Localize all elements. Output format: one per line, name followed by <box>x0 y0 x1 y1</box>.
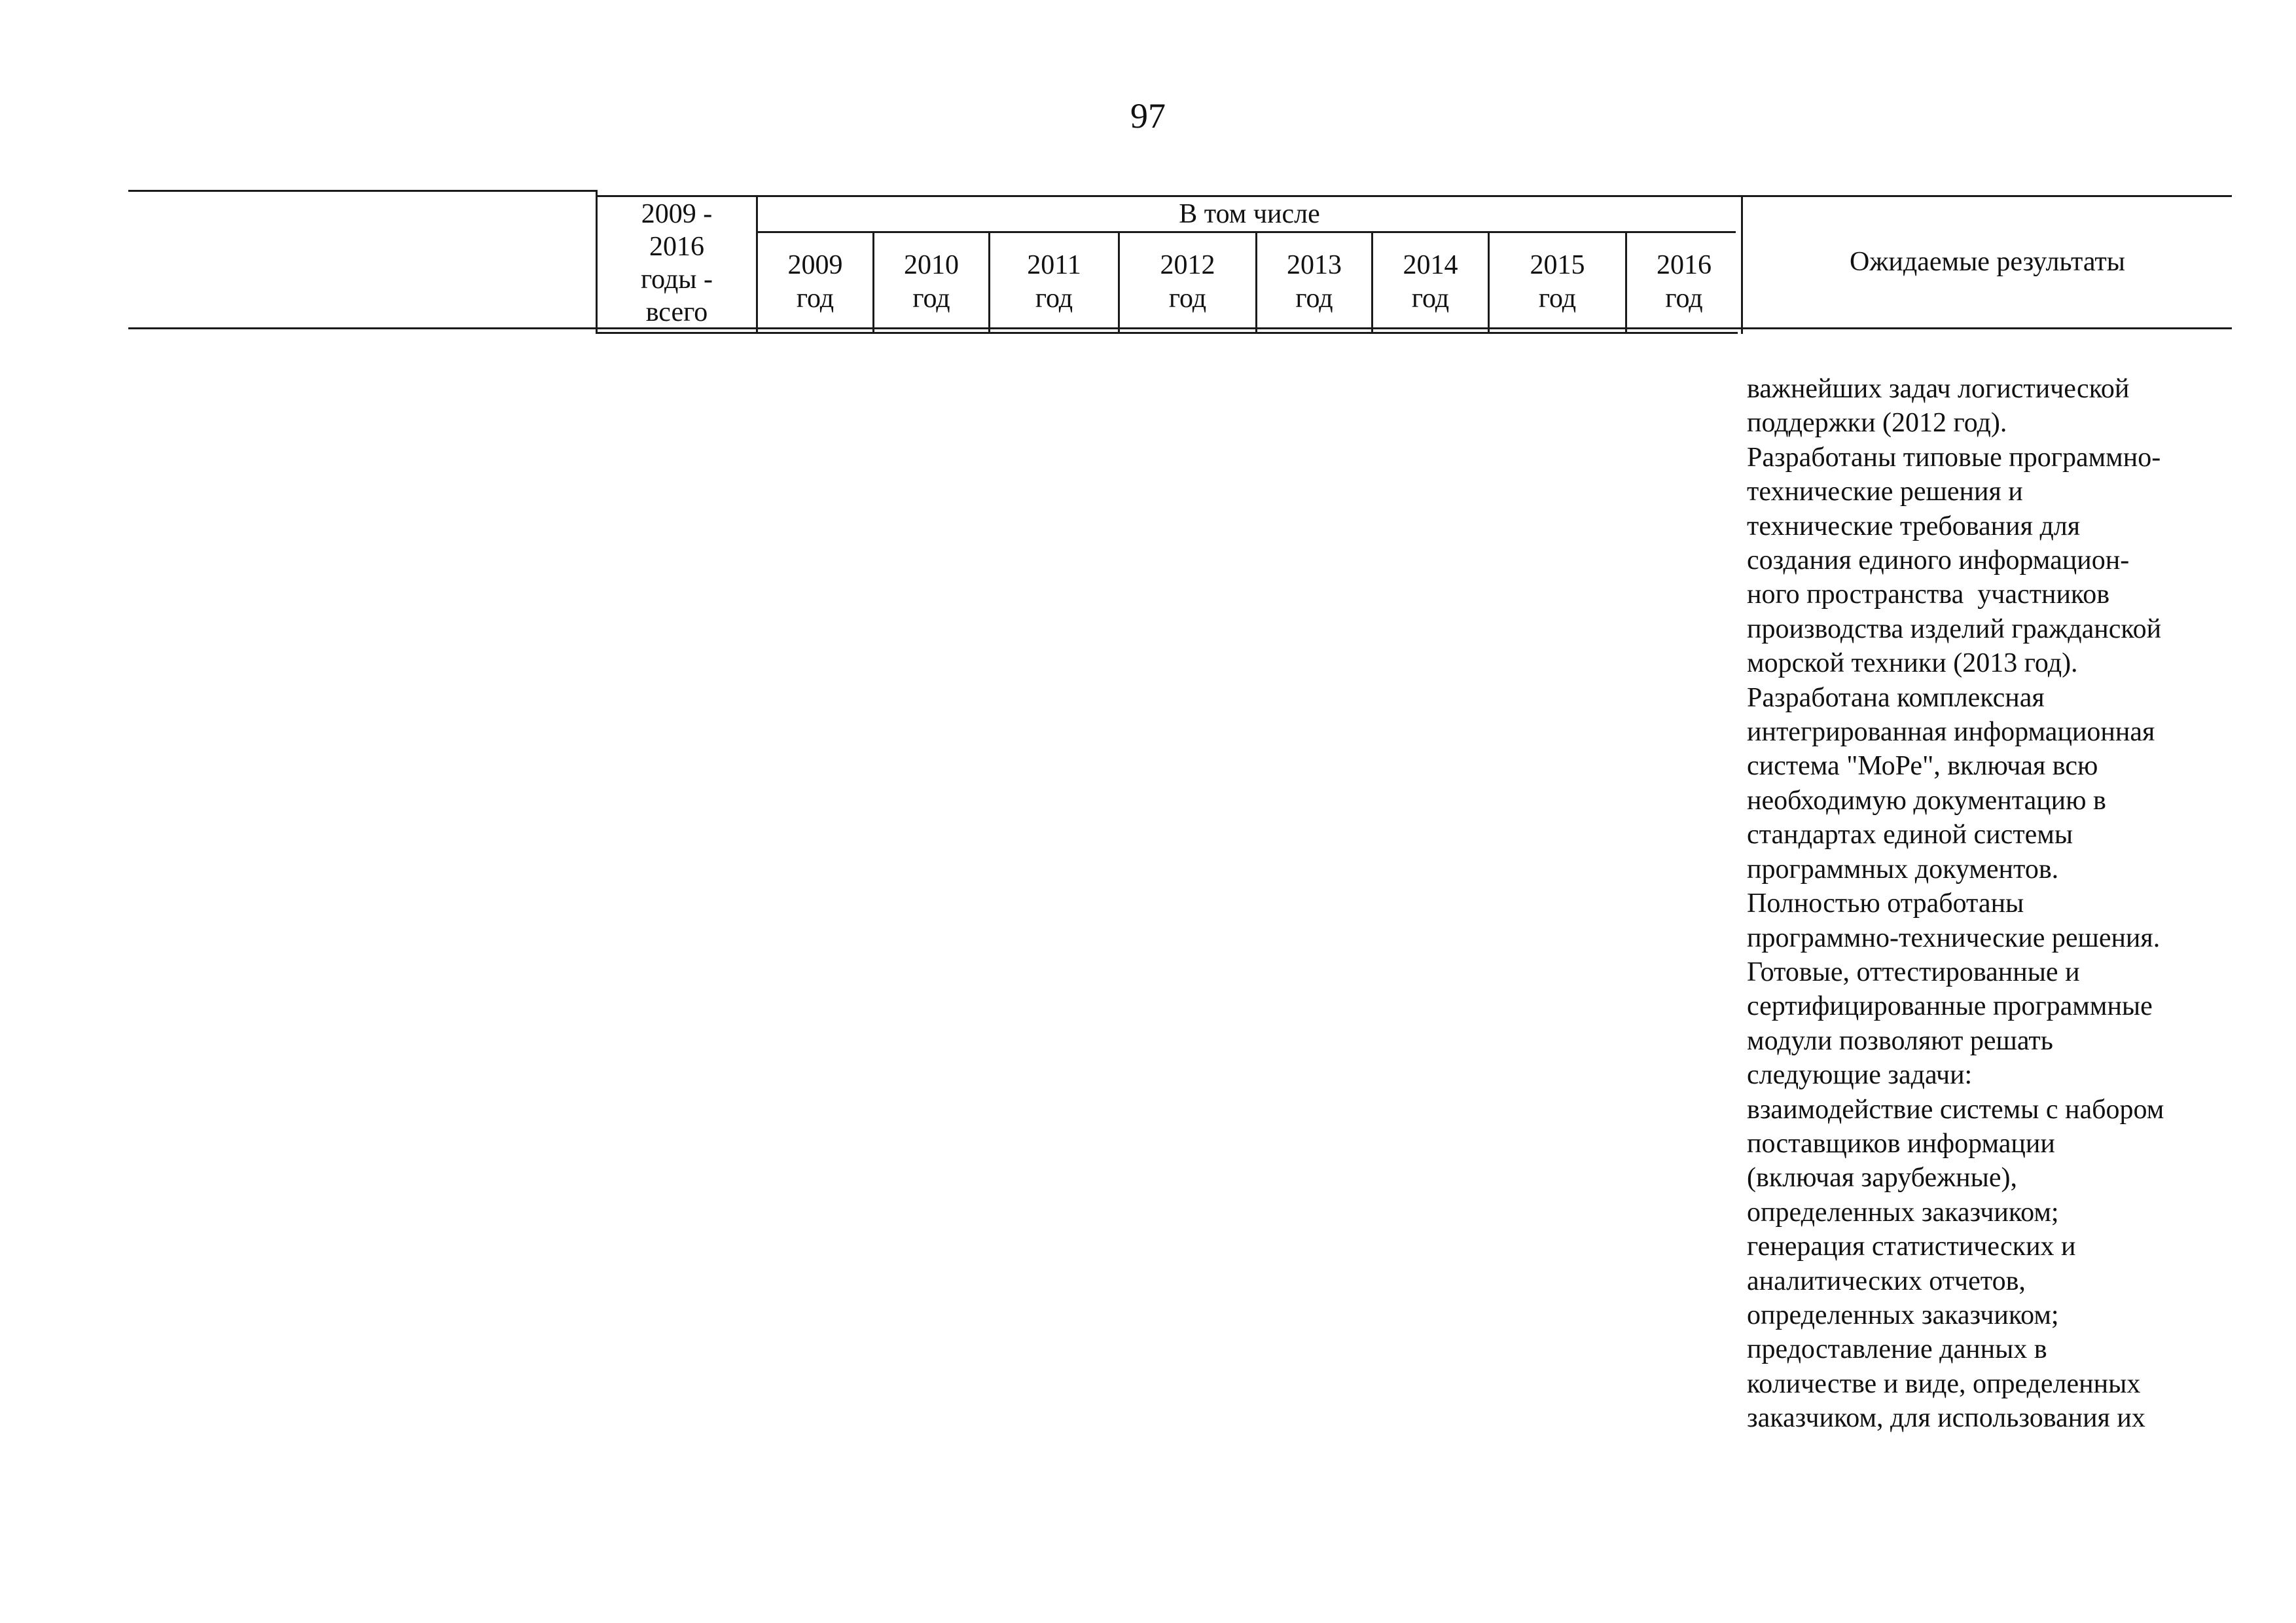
results-line: Готовые, оттестированные и <box>1747 957 2080 987</box>
results-line: модули позволяют решать <box>1747 1025 2053 1056</box>
results-line: программно-технические решения. <box>1747 922 2161 953</box>
results-line: Разработана комплексная <box>1747 682 2045 713</box>
header-total-line-4: всего <box>645 297 708 327</box>
year-label: 2011 <box>1027 250 1081 280</box>
year-unit: год <box>1538 283 1577 314</box>
header-expected-results: Ожидаемые результаты <box>1850 247 2125 277</box>
year-label: 2016 <box>1657 250 1712 280</box>
results-line: поддержки (2012 год). <box>1747 408 2007 439</box>
header-year-2014 <box>1373 233 1488 331</box>
results-line: Полностью отработаны <box>1747 888 2024 919</box>
table-top-rule-left <box>128 190 596 192</box>
page-number: 97 <box>1130 96 1166 136</box>
results-line: определенных заказчиком; <box>1747 1300 2059 1330</box>
results-line: поставщиков информации <box>1747 1128 2055 1159</box>
header-year-2015 <box>1490 233 1625 331</box>
results-line: необходимую документацию в <box>1747 785 2106 816</box>
results-line: сертифицированные программные <box>1747 991 2153 1022</box>
header-year-2010 <box>874 233 988 331</box>
results-line: определенных заказчиком; <box>1747 1197 2059 1228</box>
results-line: предоставление данных в <box>1747 1334 2047 1365</box>
results-line: взаимодействие системы с набором <box>1747 1094 2164 1125</box>
results-line: программных документов. <box>1747 854 2059 884</box>
year-label: 2012 <box>1160 250 1215 280</box>
results-line: следующие задачи: <box>1747 1060 1973 1091</box>
header-total-column <box>598 194 756 333</box>
year-label: 2009 <box>787 250 843 280</box>
table-bottom-rule-mid <box>596 332 1738 334</box>
results-line: стандартах единой системы <box>1747 820 2073 850</box>
header-year-2012 <box>1120 233 1255 331</box>
year-label: 2015 <box>1530 250 1585 280</box>
header-year-2013 <box>1257 233 1371 331</box>
year-unit: год <box>1411 283 1450 314</box>
header-group-label: В том числе <box>1179 198 1320 229</box>
results-line: ного пространства участников <box>1747 579 2110 610</box>
year-unit: год <box>912 283 950 314</box>
results-line: (включая зарубежные), <box>1747 1163 2017 1194</box>
results-line: количестве и виде, определенных <box>1747 1368 2141 1399</box>
year-label: 2014 <box>1403 250 1458 280</box>
results-line: технические требования для <box>1747 511 2081 541</box>
results-line: аналитических отчетов, <box>1747 1266 2026 1296</box>
results-line: генерация статистических и <box>1747 1231 2076 1262</box>
results-line: важнейших задач логистической <box>1747 374 2130 404</box>
year-label: 2010 <box>904 250 959 280</box>
year-unit: год <box>1665 283 1703 314</box>
header-total-line-2: 2016 <box>649 232 704 262</box>
header-year-2016 <box>1627 233 1741 331</box>
header-total-line-3: годы - <box>640 264 713 295</box>
results-line: создания единого информацион- <box>1747 545 2130 576</box>
results-line: Разработаны типовые программно- <box>1747 442 2161 473</box>
results-line: заказчиком, для использования их <box>1747 1403 2145 1434</box>
results-line: производства изделий гражданской <box>1747 613 2162 644</box>
header-year-2011 <box>990 233 1118 331</box>
year-unit: год <box>1168 283 1207 314</box>
results-line: технические решения и <box>1747 477 2023 507</box>
expected-results-text <box>1747 372 2231 1436</box>
year-unit: год <box>1035 283 1073 314</box>
year-unit: год <box>1295 283 1333 314</box>
header-year-2009 <box>758 233 872 331</box>
header-total-line-1: 2009 - <box>641 199 713 229</box>
results-line: интегрированная информационная <box>1747 717 2155 748</box>
year-label: 2013 <box>1287 250 1342 280</box>
results-line: морской техники (2013 год). <box>1747 648 2078 679</box>
year-unit: год <box>796 283 834 314</box>
results-line: система "МоРе", включая всю <box>1747 751 2098 782</box>
